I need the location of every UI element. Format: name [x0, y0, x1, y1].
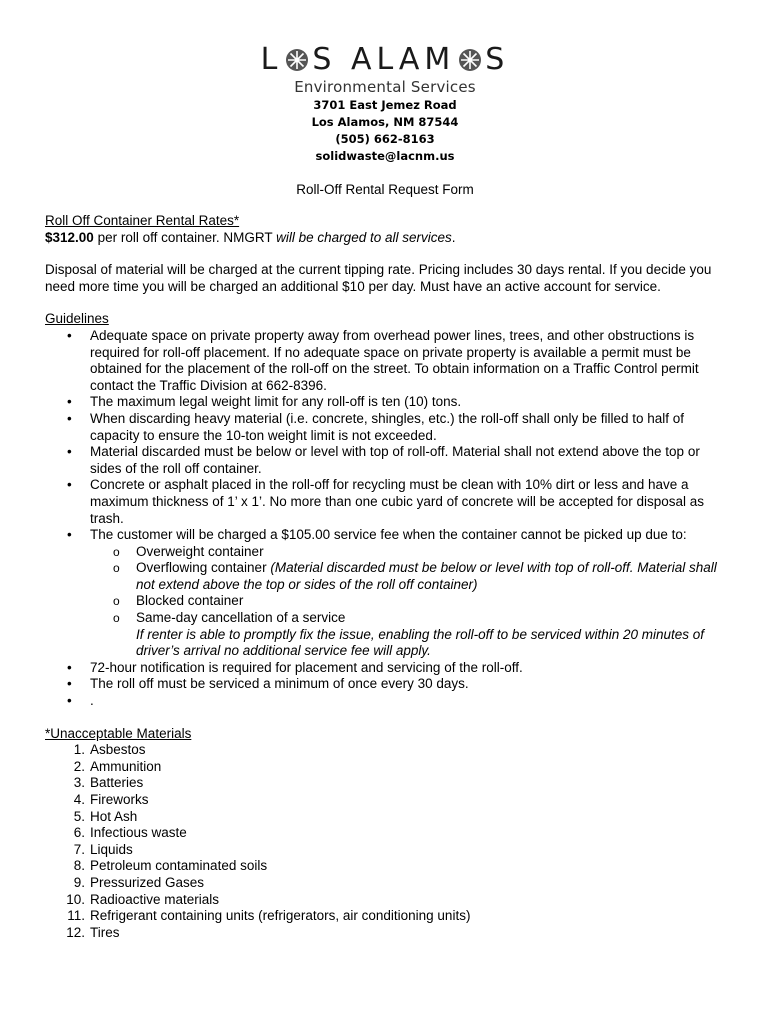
logo: [0, 42, 770, 96]
list-item: [45, 660, 730, 677]
bullet-icon: •: [67, 676, 72, 692]
guideline-text: Concrete or asphalt placed in the roll-off for recycling must be clean with 10% dirt or less and have a maximum thickness of 1’ x 1’. No more than one cubic yard of concrete will be accepted for disposal as trash.: [90, 477, 705, 526]
list-item: [45, 676, 730, 693]
rates-per-text: per roll off container. NMGRT: [93, 229, 277, 245]
logo-text-middle: S ALAM: [312, 41, 456, 77]
circle-bullet-icon: o: [113, 544, 120, 559]
logo-text-left: L: [260, 41, 283, 77]
address-city: Los Alamos, NM 87544: [311, 115, 459, 129]
list-item: [45, 394, 730, 411]
form-title: Roll-Off Rental Request Form: [296, 182, 474, 197]
list-item: 9. Pressurized Gases: [73, 874, 205, 890]
list-item: 6. Infectious waste: [73, 825, 187, 841]
rates-price: $312.00: [45, 229, 94, 245]
sub-list-item: [90, 560, 730, 593]
guideline-text: .: [90, 693, 94, 709]
sub-item-text: Overweight container: [136, 543, 264, 559]
bullet-icon: •: [67, 394, 72, 410]
guidelines-list: [45, 328, 730, 710]
circle-bullet-icon: o: [113, 594, 120, 609]
guideline-text: Adequate space on private property away from overhead power lines, trees, and other obstructions is required for roll-off placement. If no adequate space on private property is available a permit must be obtained for the placement of the roll-off on the street. To obtain information on a Traffic Control permit contact the Traffic Division at 662-8396.: [90, 327, 699, 393]
logo-text-right: S: [485, 41, 510, 77]
service-fee-reasons: [90, 544, 730, 660]
bullet-icon: •: [67, 477, 72, 493]
sub-list-item: [90, 544, 730, 561]
address-street: 3701 East Jemez Road: [313, 98, 457, 112]
list-item: 11. Refrigerant containing units (refrigerators, air conditioning units): [67, 908, 471, 924]
rates-charged-text: will be charged to all services: [276, 229, 452, 245]
circle-bullet-icon: o: [113, 611, 120, 626]
list-item: 8. Petroleum contaminated soils: [73, 858, 268, 874]
bullet-icon: •: [67, 410, 72, 426]
sub-item-note: If renter is able to promptly fix the issue, enabling the roll-off to be serviced within 20 minutes of driver’s arrival no additional service fee will apply.: [136, 626, 705, 659]
bullet-icon: •: [67, 527, 72, 543]
list-item: 5. Hot Ash: [73, 808, 138, 824]
sub-item-text: Same-day cancellation of a service: [136, 610, 346, 626]
guideline-text: 72-hour notification is required for placement and servicing of the roll-off.: [90, 659, 523, 675]
sub-item-text: Overflowing container: [136, 560, 271, 576]
logo-subtitle: Environmental Services: [294, 77, 476, 96]
list-item: 1. Asbestos: [73, 742, 146, 758]
bullet-icon: •: [67, 444, 72, 460]
list-item: [45, 444, 730, 477]
address-block: [0, 97, 770, 165]
guidelines-heading: Guidelines: [45, 311, 109, 327]
sub-item-text: Blocked container: [136, 593, 244, 609]
list-item: 2. Ammunition: [73, 758, 162, 774]
guideline-text: The maximum legal weight limit for any roll-off is ten (10) tons.: [90, 394, 462, 410]
guideline-text: Material discarded must be below or level with top of roll-off. Material shall not extend above the top or sides of the roll off container.: [90, 444, 700, 476]
logo-wordmark: [0, 42, 770, 77]
bullet-icon: •: [67, 659, 72, 675]
list-item: [45, 527, 730, 660]
list-item: 10. Radioactive materials: [66, 891, 220, 907]
sub-item-note: (Material discarded must be below or level with top of roll-off. Material shall not extend above the top or sides of the roll off container): [136, 560, 717, 592]
sub-list-item: [90, 610, 730, 660]
unacceptable-heading: *Unacceptable Materials: [45, 725, 192, 741]
list-item: 3. Batteries: [73, 775, 144, 791]
rates-line: [45, 230, 730, 247]
list-item: [45, 328, 730, 394]
list-item: 12. Tires: [66, 924, 120, 940]
circle-bullet-icon: o: [113, 561, 120, 576]
unacceptable-list: [45, 742, 730, 941]
rates-period: .: [451, 229, 456, 245]
guideline-text: The customer will be charged a $105.00 service fee when the container cannot be picked up due to:: [90, 527, 687, 543]
list-item: [45, 477, 730, 527]
bullet-icon: •: [67, 327, 72, 343]
bullet-icon: •: [67, 693, 72, 709]
disposal-paragraph: Disposal of material will be charged at the current tipping rate. Pricing includes 30 days rental. If you decide you need more time you will be charged an additional $10 per day. Must have an active account for service.: [45, 262, 712, 294]
list-item: [45, 693, 730, 710]
guideline-text: When discarding heavy material (i.e. concrete, shingles, etc.) the roll-off shall only be filled to half of capacity to ensure the 10-ton weight limit is not exceeded.: [90, 410, 685, 443]
guideline-text: The roll off must be serviced a minimum of once every 30 days.: [90, 676, 469, 692]
list-item: 7. Liquids: [73, 841, 133, 857]
rates-heading: Roll Off Container Rental Rates*: [45, 213, 240, 228]
list-item: [45, 411, 730, 444]
leaf-circle-icon: [458, 48, 482, 72]
address-phone: (505) 662-8163: [335, 132, 435, 146]
address-email: solidwaste@lacnm.us: [315, 149, 455, 163]
sub-list-item: [90, 593, 730, 610]
leaf-circle-icon: [285, 48, 309, 72]
form-content: [45, 213, 730, 941]
list-item: 4. Fireworks: [73, 792, 149, 807]
